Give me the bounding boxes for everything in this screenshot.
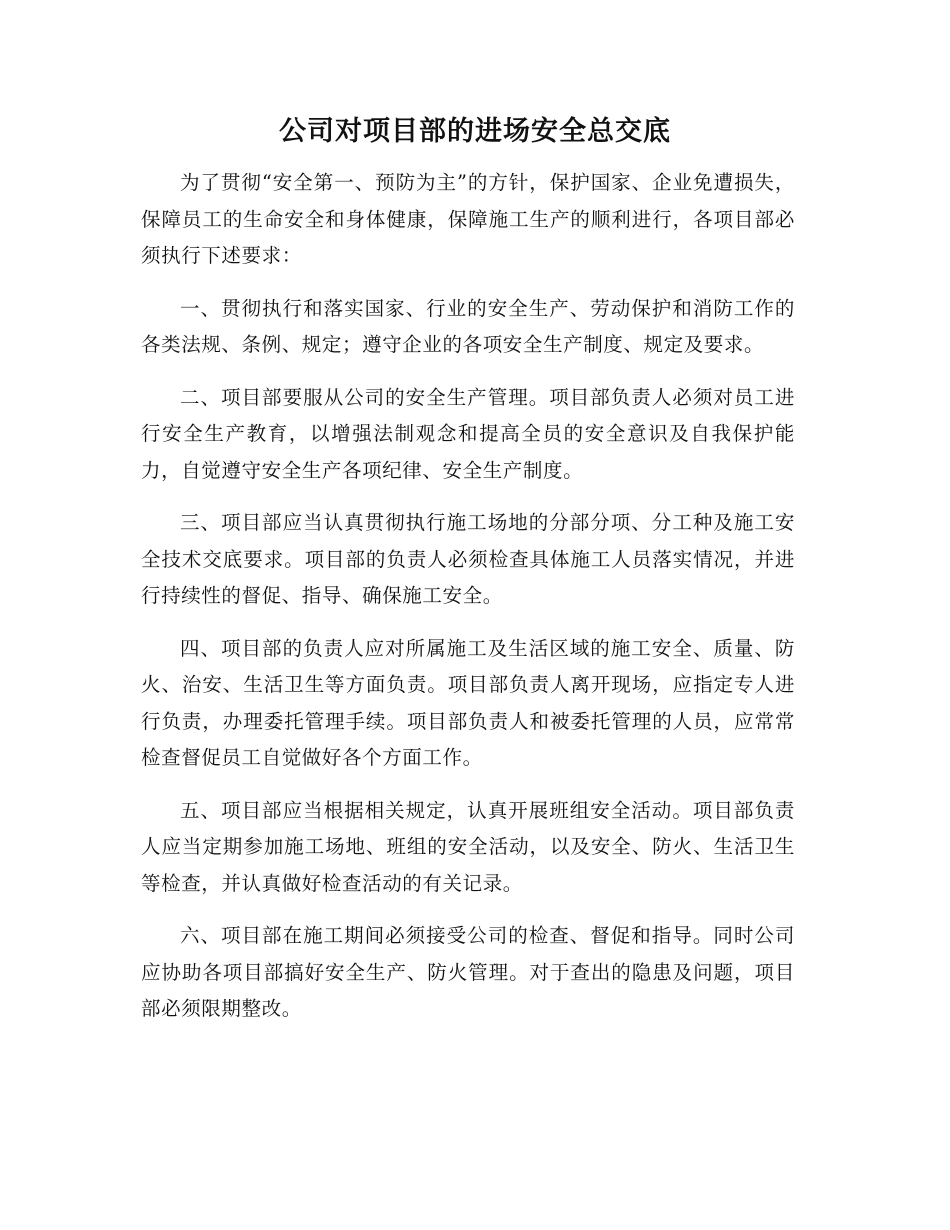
clause-1-paragraph: 一、贯彻执行和落实国家、行业的安全生产、劳动保护和消防工作的各类法规、条例、规定；遵守企业的各项安全生产制度、规定及要求。 — [141, 296, 795, 356]
clause-2-paragraph: 二、项目部要服从公司的安全生产管理。项目部负责人必须对员工进行安全生产教育，以增强法制观念和提高全员的安全意识及自我保护能力，自觉遵守安全生产各项纪律、安全生产制度。 — [141, 385, 795, 482]
document-body — [141, 165, 795, 1028]
intro-paragraph: 为了贯彻“安全第一、预防为主”的方针，保护国家、企业免遭损失，保障员工的生命安全和身体健康，保障施工生产的顺利进行，各项目部必须执行下述要求： — [141, 171, 795, 267]
clause-3-paragraph: 三、项目部应当认真贯彻执行施工场地的分部分项、分工种及施工安全技术交底要求。项目部的负责人必须检查具体施工人员落实情况，并进行持续性的督促、指导、确保施工安全。 — [141, 511, 795, 607]
clause-4-paragraph: 四、项目部的负责人应对所属施工及生活区域的施工安全、质量、防火、治安、生活卫生等方面负责。项目部负责人离开现场，应指定专人进行负责，办理委托管理手续。项目部负责人和被委托管理的人员，应常常检查督促员工自觉做好各个方面工作。 — [141, 636, 795, 769]
clause-5-paragraph: 五、项目部应当根据相关规定，认真开展班组安全活动。项目部负责人应当定期参加施工场地、班组的安全活动，以及安全、防火、生活卫生等检查，并认真做好检查活动的有关记录。 — [141, 798, 795, 895]
document-title: 公司对项目部的进场安全总交底 — [279, 116, 671, 147]
clause-6-paragraph: 六、项目部在施工期间必须接受公司的检查、督促和指导。同时公司应协助各项目部搞好安全生产、防火管理。对于查出的隐患及问题，项目部必须限期整改。 — [141, 924, 795, 1020]
